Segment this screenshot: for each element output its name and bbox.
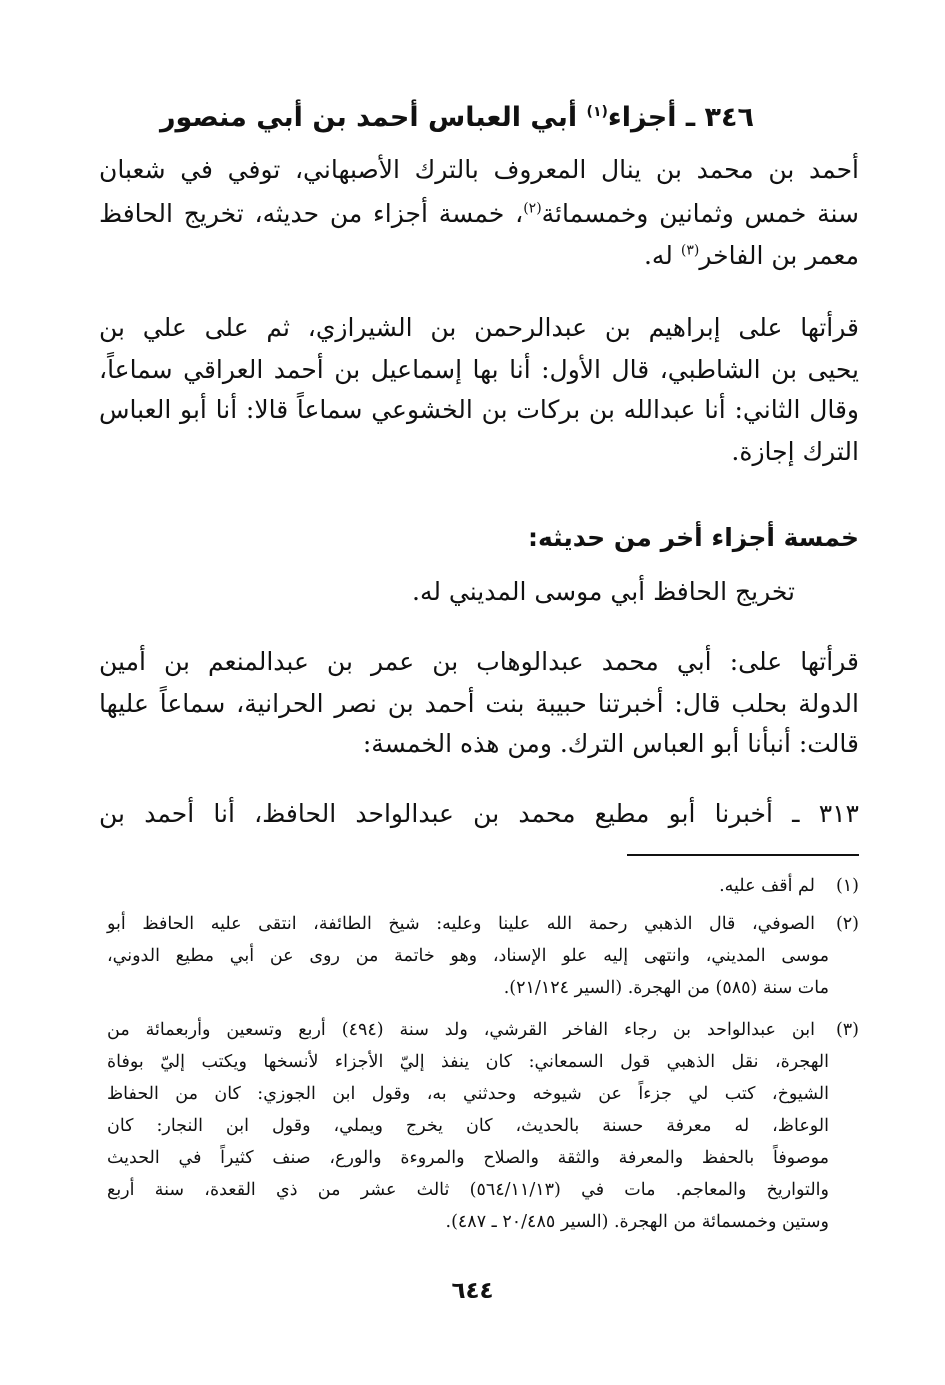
hadith-line-1: ٣١٣ ـ أخبرنا أبو مطيع محمد بن عبدالواحد الحافظ، أنا أحمد بن (99, 799, 859, 828)
reading1-line-1: قرأتها على إبراهيم بن عبدالرحمن بن الشيرازي، ثم على علي بن (99, 313, 859, 342)
footnote-3-line-1: ابن عبدالواحد بن رجاء الفاخر القرشي، ولد سنة (٤٩٤) أربع وتسعين وأربعمائة من (107, 1020, 815, 1040)
footnote-separator (627, 854, 859, 856)
entry-title-rest: أبي العباس أحمد بن أبي منصور (160, 102, 587, 133)
reading1-line-2: يحيى بن الشاطبي، قال الأول: أنا بها إسماعيل بن أحمد العراقي سماعاً، (99, 355, 859, 384)
reading1-line-4: الترك إجازة. (731, 437, 859, 466)
entry-title-prefix: ٣٤٦ ـ أجزاء (607, 102, 754, 133)
reading2-line-1: قرأتها على: أبي محمد عبدالوهاب بن عمر بن عبدالمنعم بن أمين (99, 647, 859, 676)
entry-title (157, 96, 757, 140)
section-heading: خمسة أجزاء أخر من حديثه: (527, 523, 859, 552)
section2-line-1: تخريج الحافظ أبي موسى المديني له. (412, 577, 795, 606)
footnote-ref-2: (٢) (523, 200, 542, 217)
footnote-2-line-2: موسى المديني، وانتهى إليه علو الإسناد، وهو خاتمة من روى عن أبي مطيع الدوني، (107, 946, 829, 966)
footnote-3-number: (٣) (835, 1020, 859, 1040)
reading1-line-3: وقال الثاني: أنا عبدالله بن بركات بن الخشوعي سماعاً قالا: أنا أبو العباس (99, 395, 859, 424)
intro-line-1: أحمد بن محمد بن ينال المعروف بالترك الأصبهاني، توفي في شعبان (99, 155, 859, 184)
intro-line-3-b: له. (643, 241, 681, 270)
footnote-3-line-2: الهجرة، نقل الذهبي قول السمعاني: كان ينفذ إليّ الأجزاء لأنسخها ويكتب إليّ بوفاة (107, 1052, 829, 1072)
intro-line-3 (99, 238, 859, 274)
footnote-3-line-6: والتواريخ والمعاجم. مات في (٥٦٤/١١/١٣) ثالث عشر من ذي القعدة، سنة أربع (107, 1180, 829, 1200)
intro-line-2 (99, 196, 859, 232)
intro-line-3-a: معمر بن الفاخر (699, 241, 859, 270)
footnote-2-line-1: الصوفي، قال الذهبي رحمة الله علينا وعليه: شيخ الطائفة، انتقى عليه الحافظ أبو (107, 914, 815, 934)
footnote-2-line-3: مات سنة (٥٨٥) من الهجرة. (السير ٢١/١٢٤). (503, 978, 829, 998)
page-number: ٦٤٤ (451, 1278, 494, 1304)
footnote-3-line-4: الوعاظ، له معرفة حسنة بالحديث، كان يخرج ويملي، وقول ابن النجار: كان (107, 1116, 829, 1136)
footnote-3-line-5: موصوفاً بالحفظ والمعرفة والثقة والصلاح والمروءة والورع، صنف كثيراً في الحديث (107, 1148, 829, 1168)
footnote-3-line-3: الشيوخ، كتب لي جزءاً عن شيوخه وحدثني به، وقول ابن الجوزي: كان من الحفاظ (107, 1084, 829, 1104)
footnote-1-number: (١) (835, 876, 859, 896)
reading2-line-2: الدولة بحلب قال: أخبرتنا حبيبة بنت أحمد بن نصر الحرانية، سماعاً عليها (99, 689, 859, 718)
footnote-2-number: (٢) (835, 914, 859, 934)
footnote-ref-1: (١) (586, 104, 608, 120)
footnote-3-line-7: وستين وخمسمائة من الهجرة. (السير ٢٠/٤٨٥ ـ ٤٨٧). (445, 1212, 829, 1232)
reading2-line-3: قالت: أنبأنا أبو العباس الترك. ومن هذه الخمسة: (362, 729, 859, 758)
footnote-ref-3: (٣) (680, 242, 700, 259)
footnote-1-line-1: لم أقف عليه. (719, 876, 815, 896)
intro-line-2-b: ، خمسة أجزاء من حديثه، تخريج الحافظ (99, 199, 524, 228)
intro-line-2-a: سنة خمس وثمانين وخمسمائة (541, 199, 859, 228)
